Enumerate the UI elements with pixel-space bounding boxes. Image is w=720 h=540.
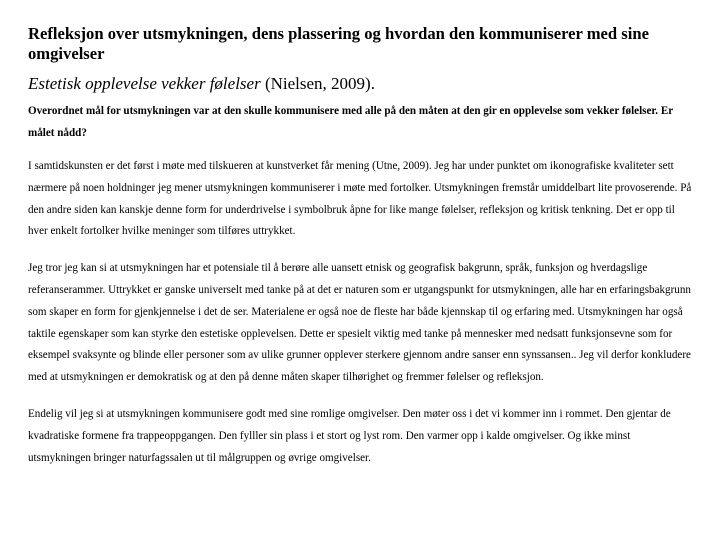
subtitle-citation: (Nielsen, 2009).	[260, 74, 375, 93]
document-subtitle	[28, 73, 693, 94]
body-paragraph-1: I samtidskunsten er det først i møte med tilskueren at kunstverket får mening (Utne, 2009). Jeg har under punktet om ikonografiske kvaliteter sett nærmere på noen holdninger jeg mener utsmykningen kommuniserer i møte med fortolker. Utsmykningen fremstår umiddelbart lite provoserende. På den andre siden kan kanskje denne form for underdrivelse i symbolbruk åpne for like mange følelser, refleksjon og kritisk tenkning. Det er opp til hver enkelt fortolker hvilke meninger som tilføres uttrykket.	[28, 160, 692, 238]
subtitle-quote: Estetisk opplevelse vekker følelser	[28, 74, 261, 93]
body-paragraph-2: Jeg tror jeg kan si at utsmykningen har et potensiale til å berøre alle uansett etnisk og geografisk bakgrunn, språk, funksjon og hverdagslige referanserammer. Uttrykket er ganske universelt med tanke på at det er naturen som er utgangspunkt for utsmykningen, alle har en erfaringsbakgrunn som skaper en form for gjenkjennelse i det de ser. Materialene er også noe de fleste har både kjennskap til og erfaring med. Utsmykningen har også taktile egenskaper som kan styrke den estetiske opplevelsen. Dette er spesielt viktig med tanke på mennesker med nedsatt funksjonsevne som for eksempel svaksynte og blinde eller personer som av ulike grunner opplever sterkere gjennom andre sanser enn synssansen.. Jeg vil derfor konkludere med at utsmykningen er demokratisk og at den på denne måten skaper tilhørighet og fremmer følelser og refleksjon.	[28, 262, 691, 384]
document-title: Refleksjon over utsmykningen, dens plassering og hvordan den kommuniserer med sine omgivelser	[28, 24, 649, 63]
body-paragraph-3: Endelig vil jeg si at utsmykningen kommunisere godt med sine romlige omgivelser. Den møter oss i det vi kommer inn i rommet. Den gjentar de kvadratiske formene fra trappeoppgangen. Den fylller sin plass i et stort og lyst rom. Den varmer opp i kalde omgivelser. Og ikke minst utsmykningen bringer naturfagssalen ut til målgruppen og øvrige omgivelser.	[28, 407, 671, 464]
document-page	[28, 24, 693, 469]
lead-question: Overordnet mål for utsmykningen var at den skulle kommunisere med alle på den måten at den gir en opplevelse som vekker følelser. Er målet nådd?	[28, 105, 673, 139]
